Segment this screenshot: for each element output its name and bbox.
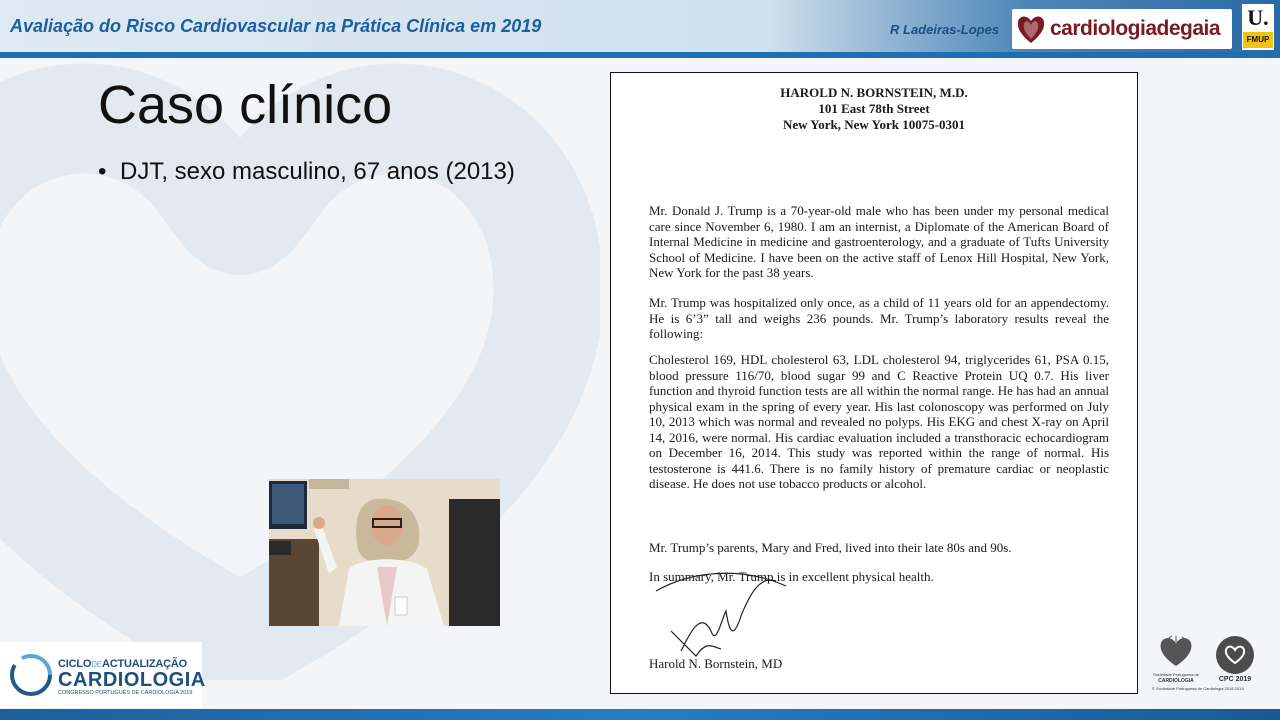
letter-paragraph: Cholesterol 169, HDL cholesterol 63, LDL cholesterol 94, triglycerides 61, PSA 0.15, blood pressure 116/70, blood sugar 99 and C Reactive Protein UQ 0.7. His liver function and thyroid function tests are all within the normal range. He has had an annual physical exam in the spring of every year. His last colonoscopy was performed on July 10, 2013 which was normal and revealed no polyps. His EKG and chest X-ray on April 14, 2016, were normal. His cardiac evaluation included a transthoracic echocardiogram on December 16, 2014. This study was reported within the range of normal. His testosterone is 441.6. There is no family history of premature cardiac or neoplastic disease. He does not use tobacco products or alcohol. — [649, 352, 1109, 491]
spc-line2: CARDIOLOGIA — [1158, 678, 1194, 684]
medical-letter — [610, 72, 1138, 694]
ciclo-cardiologia: CARDIOLOGIA — [58, 669, 206, 691]
cpc-logo — [1214, 636, 1256, 686]
letter-signature-name: Harold N. Bornstein, MD — [649, 656, 783, 671]
letter-paragraph: Mr. Donald J. Trump is a 70-year-old male who has been under my personal medical care since November 6, 1980. I am an internist, a Diplomate of the American Board of Internal Medicine in medicine and gastroenterology, and a graduate of Tufts University School of Medicine. I have been on the active staff of Lenox Hill Hospital, New York, New York for the past 38 years. — [649, 203, 1109, 280]
heart-logo-icon — [1016, 13, 1046, 45]
bottom-bar — [0, 709, 1280, 720]
ring-logo-icon — [8, 652, 54, 698]
spc-line1: Sociedade Portuguesa de — [1152, 672, 1200, 677]
author-name: R Ladeiras-Lopes — [890, 22, 1000, 37]
cardiologiadegaia-logo — [1012, 9, 1232, 49]
cpc-label: CPC 2019 — [1218, 676, 1252, 683]
fmup-letter: U. — [1247, 5, 1269, 30]
ciclo-actualizacao: ACTUALIZAÇÃO — [101, 658, 187, 670]
header-bar — [0, 0, 1280, 58]
doctor-photo — [269, 479, 500, 626]
ciclo-congress: CONGRESSO PORTUGUÊS DE CARDIOLOGIA 2019 — [58, 690, 193, 696]
fmup-logo — [1242, 4, 1274, 50]
ciclo-word: CICLO — [58, 658, 92, 670]
letter-doctor-name: HAROLD N. BORNSTEIN, M.D. — [780, 85, 968, 100]
spc-logo — [1152, 634, 1200, 694]
letter-city-address: New York, New York 10075-0301 — [782, 117, 966, 132]
brand-text: cardiologiadegaia — [1050, 17, 1221, 40]
fmup-label: FMUP — [1246, 35, 1270, 44]
bullet-item — [98, 158, 515, 186]
letter-paragraph: Mr. Trump was hospitalized only once, as a child of 11 years old for an appendectomy. He is 6’3” tall and weighs 236 pounds. Mr. Trump’s laboratory results reveal the following: — [649, 295, 1109, 341]
letter-paragraph: Mr. Trump’s parents, Mary and Fred, lived into their late 80s and 90s. — [649, 540, 1012, 555]
presentation-title: Avaliação do Risco Cardiovascular na Prática Clínica em 2019 — [10, 16, 542, 36]
spc-heart-icon — [1158, 634, 1194, 668]
bullet-text: DJT, sexo masculino, 67 anos (2013) — [120, 158, 515, 185]
cpc-heart-icon — [1224, 644, 1246, 666]
slide-title: Caso clínico — [98, 75, 393, 135]
letter-street-address: 101 East 78th Street — [818, 101, 930, 116]
signature-scribble — [651, 571, 791, 661]
bullet-marker: • — [98, 158, 107, 185]
letter-paragraph: In summary, Mr. Trump is in excellent physical health. — [649, 569, 934, 584]
spc-copyright: © Sociedade Portuguesa de Cardiologia 2018-2019 — [1152, 686, 1244, 691]
ciclo-cardiologia-logo — [0, 642, 206, 708]
ciclo-de: DE — [91, 660, 102, 669]
